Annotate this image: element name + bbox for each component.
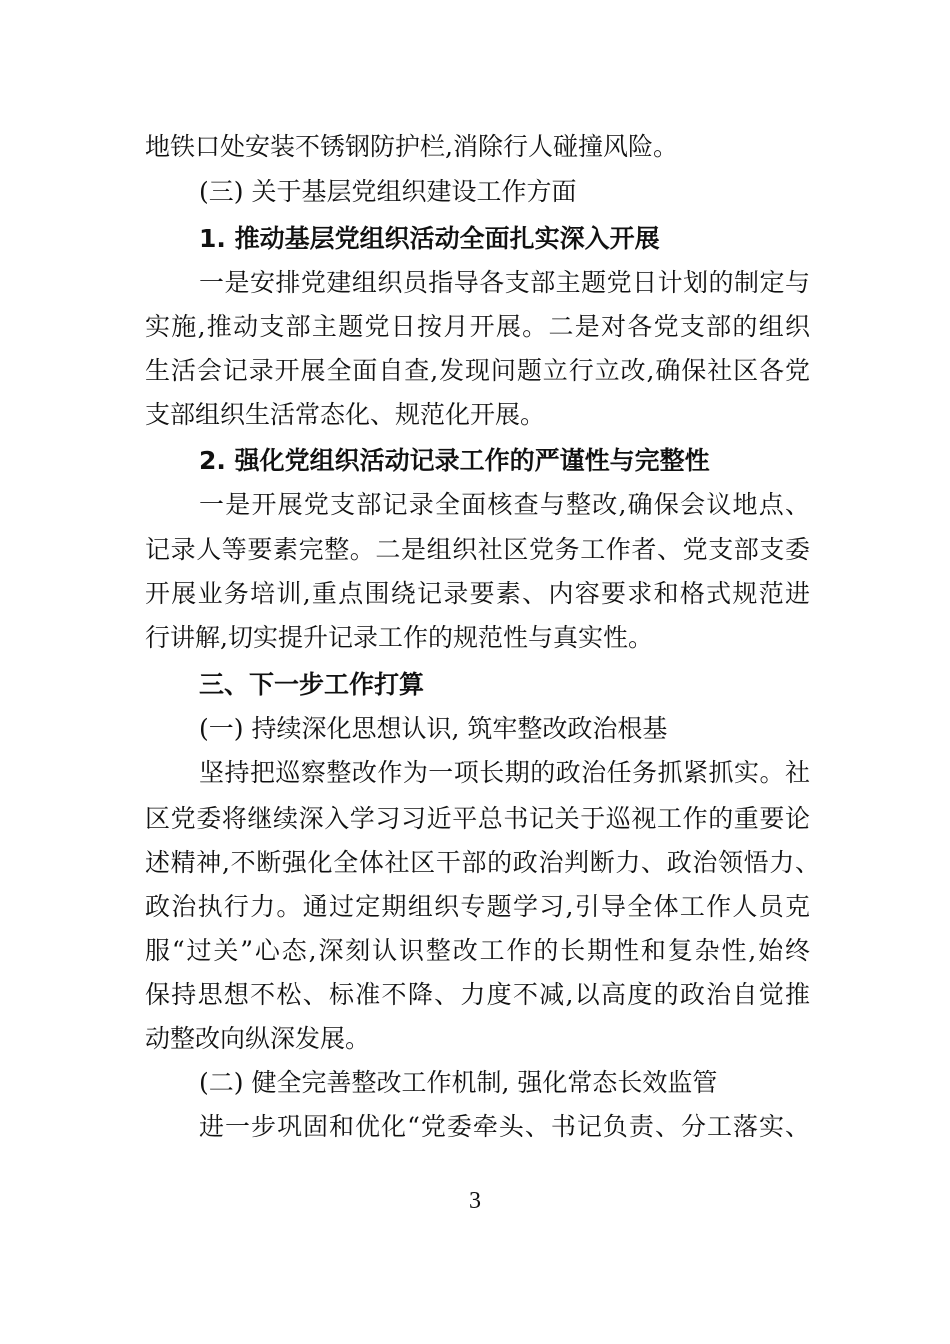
paragraph-line: 生活会记录开展全面自查,发现问题立行立改,确保社区各党 [145,356,810,385]
item-heading: 1. 推动基层党组织活动全面扎实深入开展 [199,224,660,253]
paragraph-line: 实施,推动支部主题党日按月开展。二是对各党支部的组织 [145,312,810,341]
paragraph-line: 地铁口处安装不锈钢防护栏,消除行人碰撞风险。 [145,132,678,161]
paragraph-line: 支部组织生活常态化、规范化开展。 [145,400,546,429]
paragraph-line: 一是开展党支部记录全面核查与整改,确保会议地点、 [199,490,810,519]
item-heading: 2. 强化党组织活动记录工作的严谨性与完整性 [199,446,710,475]
paragraph-line: 政治执行力。通过定期组织专题学习,引导全体工作人员克 [145,892,810,921]
paragraph-line: 区党委将继续深入学习习近平总书记关于巡视工作的重要论 [145,804,810,833]
section-heading: 三、下一步工作打算 [199,670,425,699]
page-number: 3 [469,1188,481,1214]
paragraph-line: 保持思想不松、标准不降、力度不减,以高度的政治自觉推 [145,980,810,1009]
subsection-heading: (二) 健全完善整改工作机制, 强化常态长效监管 [199,1068,718,1097]
paragraph-line: 进一步巩固和优化“党委牵头、书记负责、分工落实、 [199,1112,810,1141]
paragraph-line: 动整改向纵深发展。 [145,1024,371,1053]
paragraph-line: 一是安排党建组织员指导各支部主题党日计划的制定与 [199,268,810,297]
paragraph-line: 坚持把巡察整改作为一项长期的政治任务抓紧抓实。社 [199,758,810,787]
paragraph-line: 记录人等要素完整。二是组织社区党务工作者、党支部支委 [145,535,810,564]
paragraph-line: 述精神,不断强化全体社区干部的政治判断力、政治领悟力、 [145,848,820,877]
paragraph-line: 服“过关”心态,深刻认识整改工作的长期性和复杂性,始终 [145,936,810,965]
paragraph-line: 行讲解,切实提升记录工作的规范性与真实性。 [145,623,653,652]
subsection-heading: (一) 持续深化思想认识, 筑牢整改政治根基 [199,714,668,743]
subsection-heading: (三) 关于基层党组织建设工作方面 [199,177,577,206]
paragraph-line: 开展业务培训,重点围绕记录要素、内容要求和格式规范进 [145,579,810,608]
